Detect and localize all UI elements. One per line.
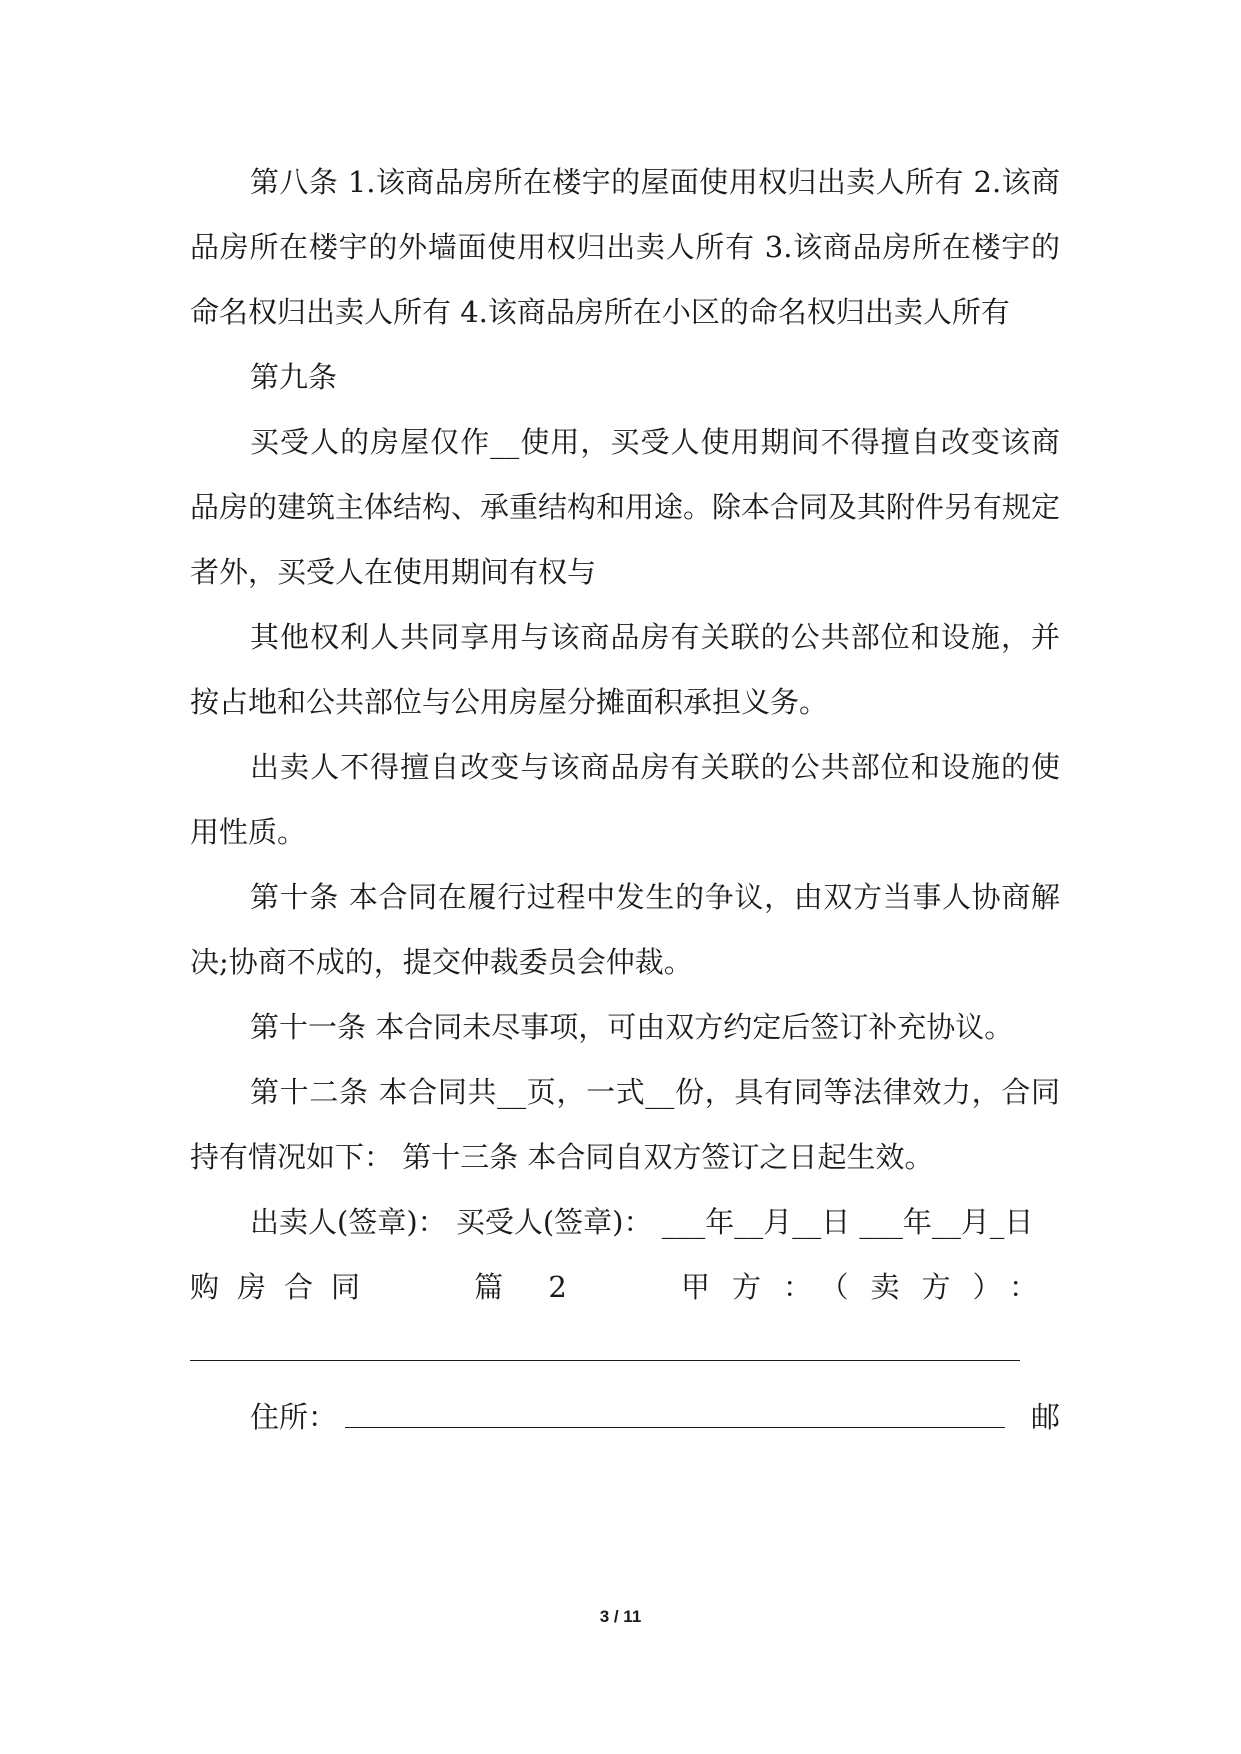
article-10-paragraph: 第十条 本合同在履行过程中发生的争议，由双方当事人协商解决;协商不成的，提交仲裁委员会仲裁。 <box>190 880 1060 979</box>
party-a-seller-label: 甲方：（卖方）： <box>680 1270 1060 1304</box>
article-8-paragraph: 第八条 1.该商品房所在楼宇的屋面使用权归出卖人所有 2.该商品房所在楼宇的外墙面使用权归出卖人所有 3.该商品房所在楼宇的命名权归出卖人所有 4.该商品房所在小区的命名权归出卖人所有 <box>190 165 1060 329</box>
contract-section-number: 篇 2 <box>474 1270 585 1304</box>
page-number: 3 / 11 <box>599 1607 642 1626</box>
contract-2-title-line <box>190 1255 1060 1320</box>
article-12-13-paragraph: 第十二条 本合同共__页，一式__份，具有同等法律效力，合同持有情况如下： 第十三条 本合同自双方签订之日起生效。 <box>190 1075 1060 1174</box>
blank-underline <box>190 1360 1020 1361</box>
party-a-name-blank <box>190 1320 1060 1385</box>
address-line <box>190 1385 1060 1450</box>
article-9-usage-paragraph: 买受人的房屋仅作__使用，买受人使用期间不得擅自改变该商品房的建筑主体结构、承重结构和用途。除本合同及其附件另有规定者外，买受人在使用期间有权与 <box>190 425 1061 589</box>
address-blank <box>345 1427 1005 1428</box>
article-11-paragraph: 第十一条 本合同未尽事项，可由双方约定后签订补充协议。 <box>250 1010 1014 1044</box>
document-body <box>190 150 1060 1450</box>
article-9-seller-restriction-paragraph: 出卖人不得擅自改变与该商品房有关联的公共部位和设施的使用性质。 <box>190 750 1060 849</box>
article-9-heading: 第九条 <box>250 360 338 394</box>
contract-title: 购房合同 <box>190 1270 379 1304</box>
article-9-shared-facilities-paragraph: 其他权利人共同享用与该商品房有关联的公共部位和设施，并按占地和公共部位与公用房屋分摊面积承担义务。 <box>190 620 1060 719</box>
postcode-label-start: 邮 <box>1030 1400 1060 1434</box>
address-label: 住所： <box>250 1400 338 1434</box>
signature-line: 出卖人(签章)： 买受人(签章)： ___年__月__日 ___年__月_日 <box>250 1205 1034 1239</box>
